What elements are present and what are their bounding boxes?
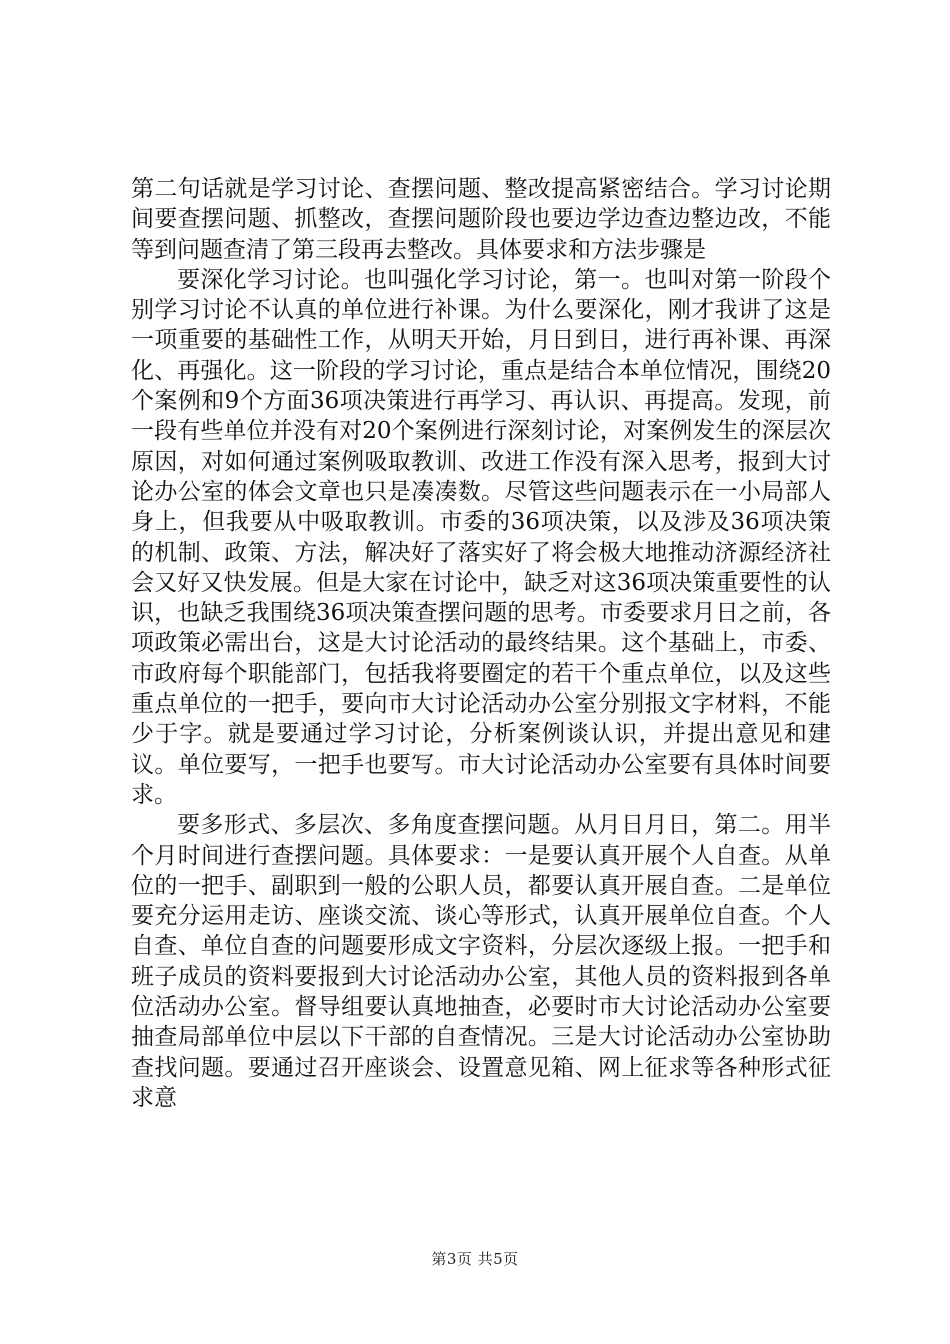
paragraph-1: 第二句话就是学习讨论、查摆问题、整改提高紧密结合。学习讨论期间要查摆问题、抓整改，查摆问题阶段也要边学边查边整边改，不能等到问题查清了第三段再去整改。具体要求和方法步骤是	[131, 176, 831, 263]
paragraph-3: 要多形式、多层次、多角度查摆问题。从月日月日，第二。用半个月时间进行查摆问题。具体要求：一是要认真开展个人自查。从单位的一把手、副职到一般的公职人员，都要认真开展自查。二是单位要充分运用走访、座谈交流、谈心等形式，认真开展单位自查。个人自查、单位自查的问题要形成文字资料，分层次逐级上报。一把手和班子成员的资料要报到大讨论活动办公室，其他人员的资料报到各单位活动办公室。督导组要认真地抽查，必要时市大讨论活动办公室要抽查局部单位中层以下干部的自查情况。三是大讨论活动办公室协助查找问题。要通过召开座谈会、设置意见箱、网上征求等各种形式征求意	[131, 812, 831, 1111]
document-body	[131, 174, 831, 1113]
page-footer: 第3页 共5页	[431, 1250, 519, 1268]
paragraph-2: 要深化学习讨论。也叫强化学习讨论，第一。也叫对第一阶段个别学习讨论不认真的单位进行补课。为什么要深化，刚才我讲了这是一项重要的基础性工作，从明天开始，月日到日，进行再补课、再深化、再强化。这一阶段的学习讨论，重点是结合本单位情况，围绕20个案例和9个方面36项决策进行再学习、再认识、再提高。发现，前一段有些单位并没有对20个案例进行深刻讨论，对案例发生的深层次原因，对如何通过案例吸取教训、改进工作没有深入思考，报到大讨论办公室的体会文章也只是凑凑数。尽管这些问题表示在一小局部人身上，但我要从中吸取教训。市委的36项决策，以及涉及36项决策的机制、政策、方法，解决好了落实好了将会极大地推动济源经济社会又好又快发展。但是大家在讨论中，缺乏对这36项决策重要性的认识，也缺乏我围绕36项决策查摆问题的思考。市委要求月日之前，各项政策必需出台，这是大讨论活动的最终结果。这个基础上，市委、市政府每个职能部门，包括我将要圈定的若干个重点单位，以及这些重点单位的一把手，要向市大讨论活动办公室分别报文字材料，不能少于字。就是要通过学习讨论，分析案例谈认识，并提出意见和建议。单位要写，一把手也要写。市大讨论活动办公室要有具体时间要求。	[131, 266, 831, 808]
